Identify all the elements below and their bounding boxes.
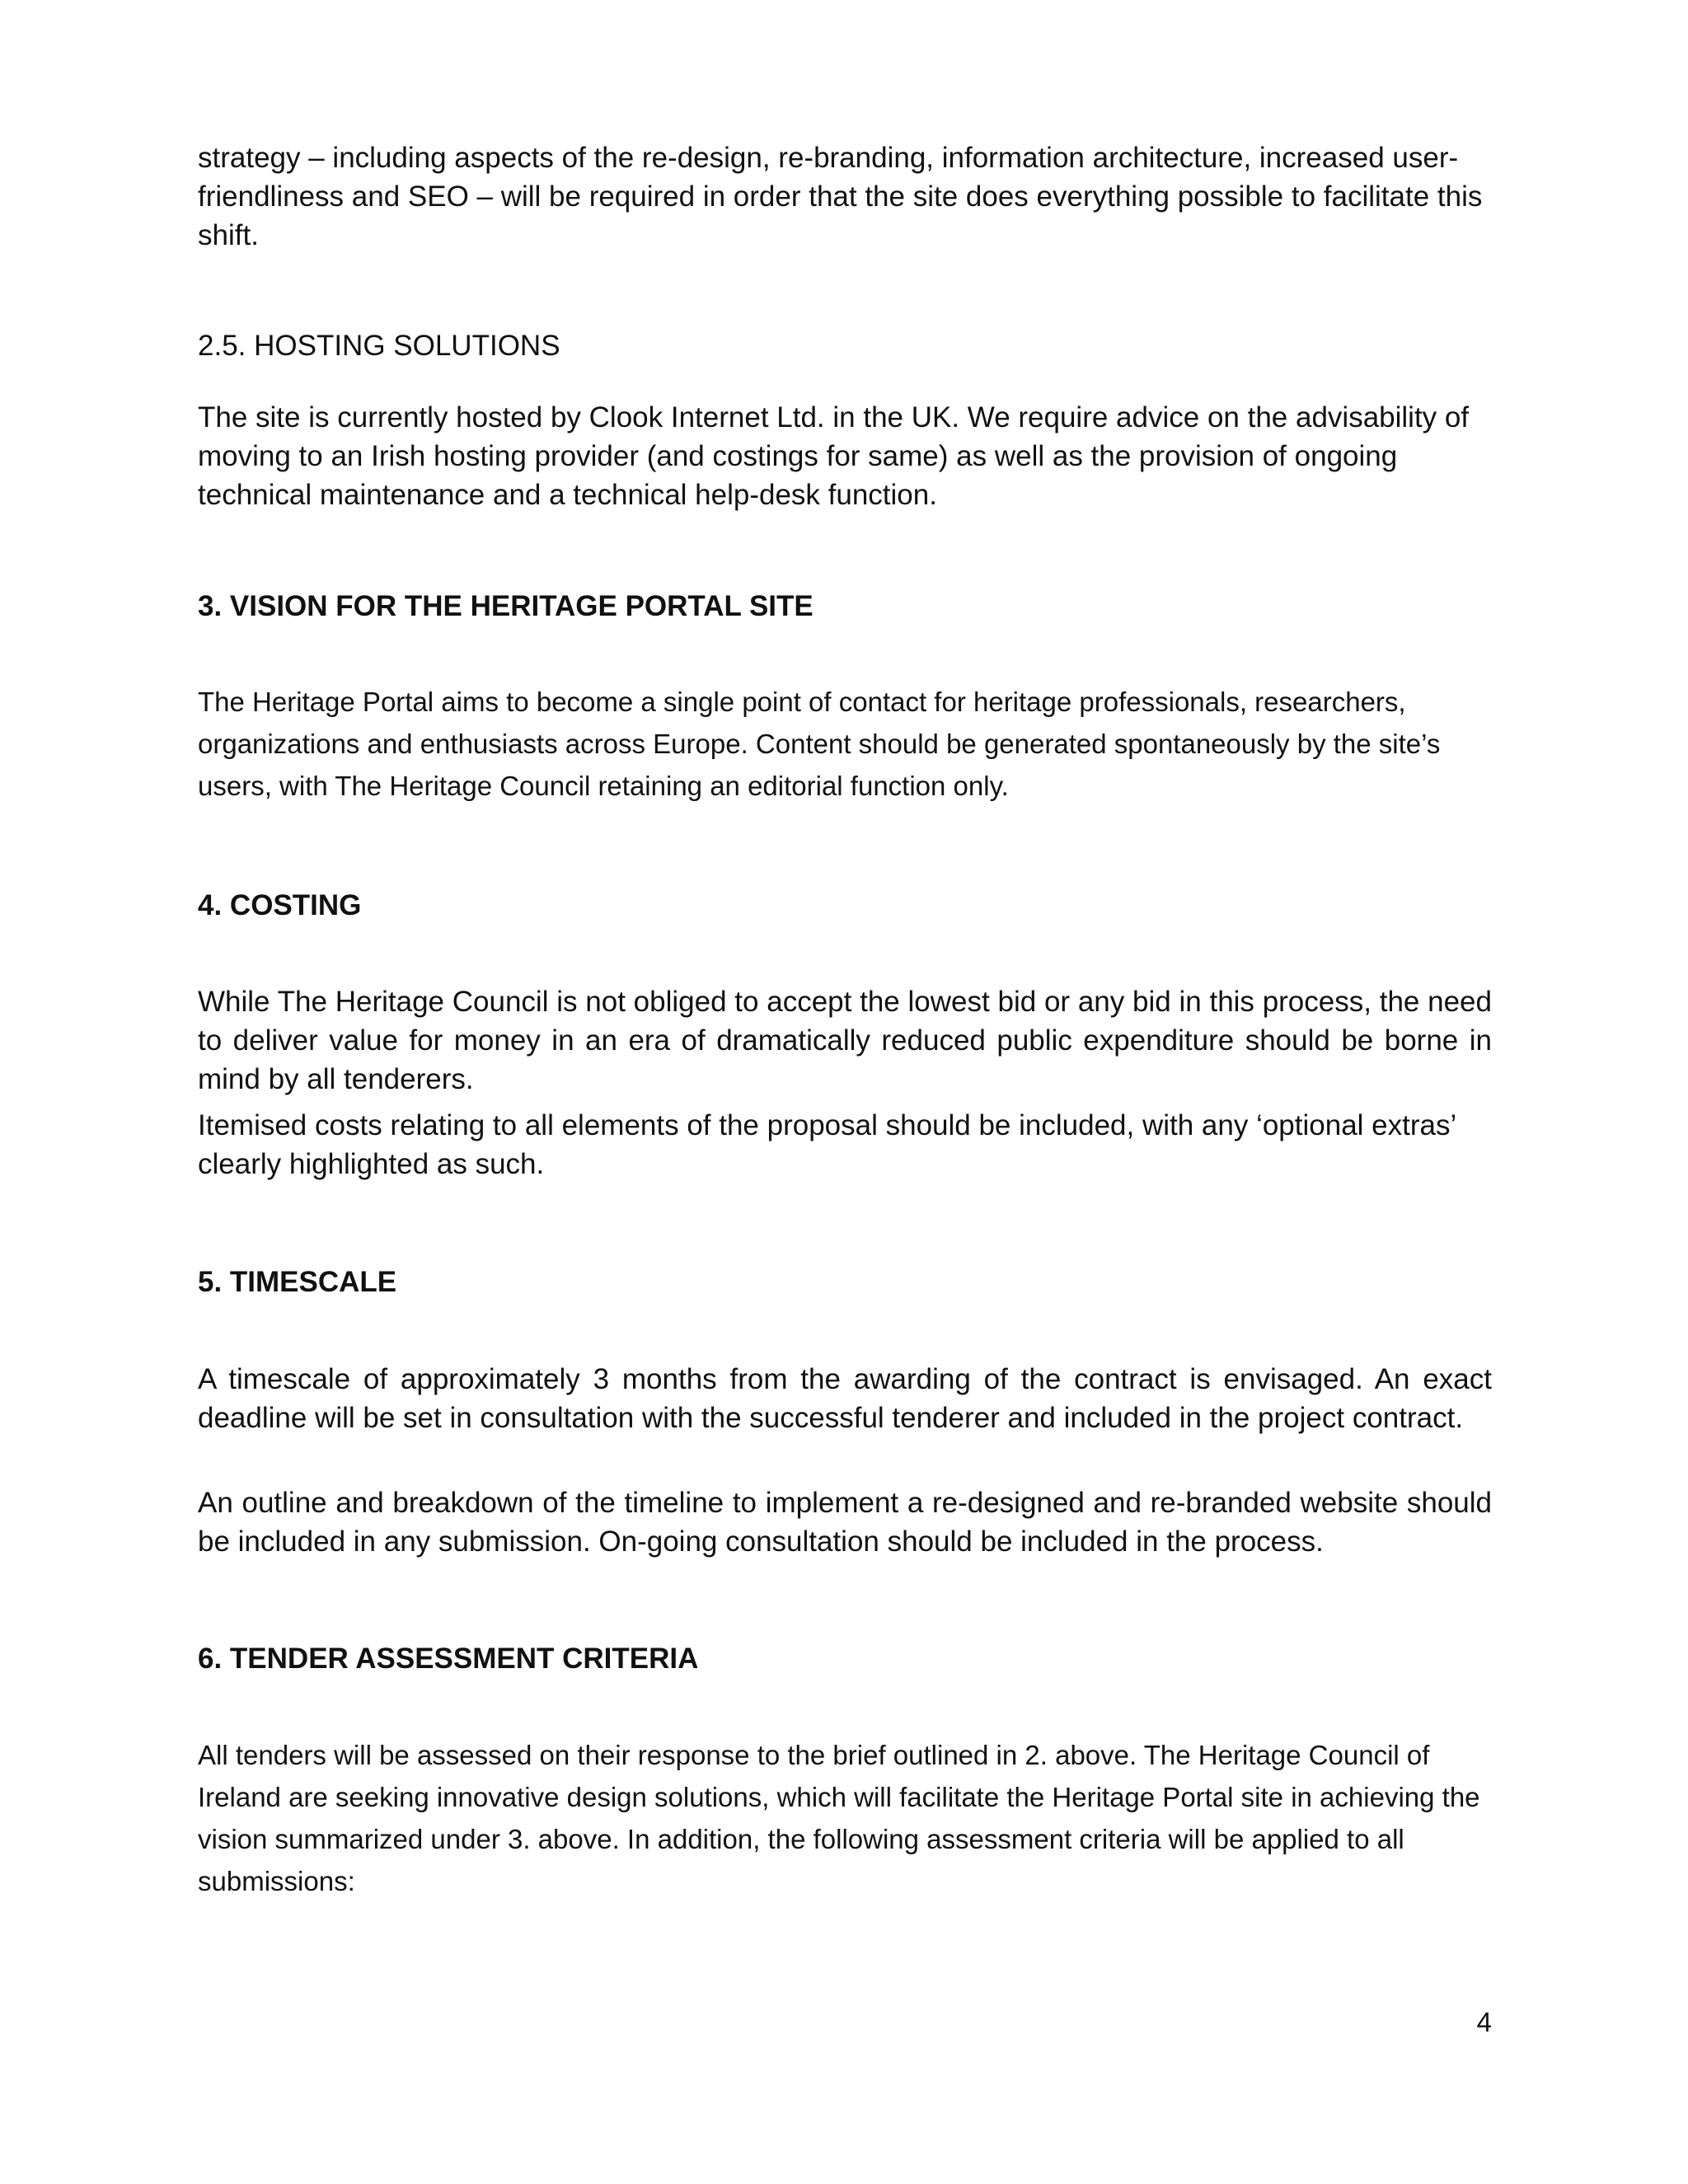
costing-heading: 4. COSTING: [198, 889, 362, 921]
costing-paragraph-2: Itemised costs relating to all elements of the proposal should be included, with any ‘optional extras’ clearly highlighted as such.: [198, 1109, 1456, 1180]
assessment-paragraph: All tenders will be assessed on their response to the brief outlined in 2. above. The Heritage Council of Ireland are seeking innovative design solutions, which will facilitate the Heritage Portal site in achieving the vision summarized under 3. above. In addition, the following assessment criteria will be applied to all submissions:: [198, 1740, 1480, 1896]
costing-paragraph-1: While The Heritage Council is not obliged to accept the lowest bid or any bid in this process, the need to deliver value for money in an era of dramatically reduced public expenditure should be borne in mind by all tenderers.: [198, 986, 1492, 1095]
assessment-heading: 6. TENDER ASSESSMENT CRITERIA: [198, 1643, 699, 1675]
page-number: 4: [1476, 2007, 1492, 2037]
hosting-heading: 2.5. HOSTING SOLUTIONS: [198, 330, 560, 362]
timescale-paragraph-2: An outline and breakdown of the timeline to implement a re-designed and re-branded website should be included in any submission. On-going consultation should be included in the process.: [198, 1487, 1492, 1558]
hosting-paragraph: The site is currently hosted by Clook Internet Ltd. in the UK. We require advice on the advisability of moving to an Irish hosting provider (and costings for same) as well as the provision of ongoing technical maintenance and a technical help-desk function.: [198, 401, 1470, 511]
vision-paragraph: The Heritage Portal aims to become a single point of contact for heritage professionals, researchers, organizations and enthusiasts across Europe. Content should be generated spontaneously by the site’s users, with The Heritage Council retaining an editorial function only.: [198, 687, 1441, 801]
timescale-paragraph-1: A timescale of approximately 3 months from the awarding of the contract is envisaged. An exact deadline will be set in consultation with the successful tenderer and included in the project contract.: [198, 1363, 1492, 1434]
intro-paragraph: strategy – including aspects of the re-design, re-branding, information architecture, increased user-friendliness and SEO – will be required in order that the site does everything possible to facilitate this shift.: [198, 142, 1483, 251]
vision-heading: 3. VISION FOR THE HERITAGE PORTAL SITE: [198, 590, 814, 622]
timescale-heading: 5. TIMESCALE: [198, 1266, 397, 1298]
